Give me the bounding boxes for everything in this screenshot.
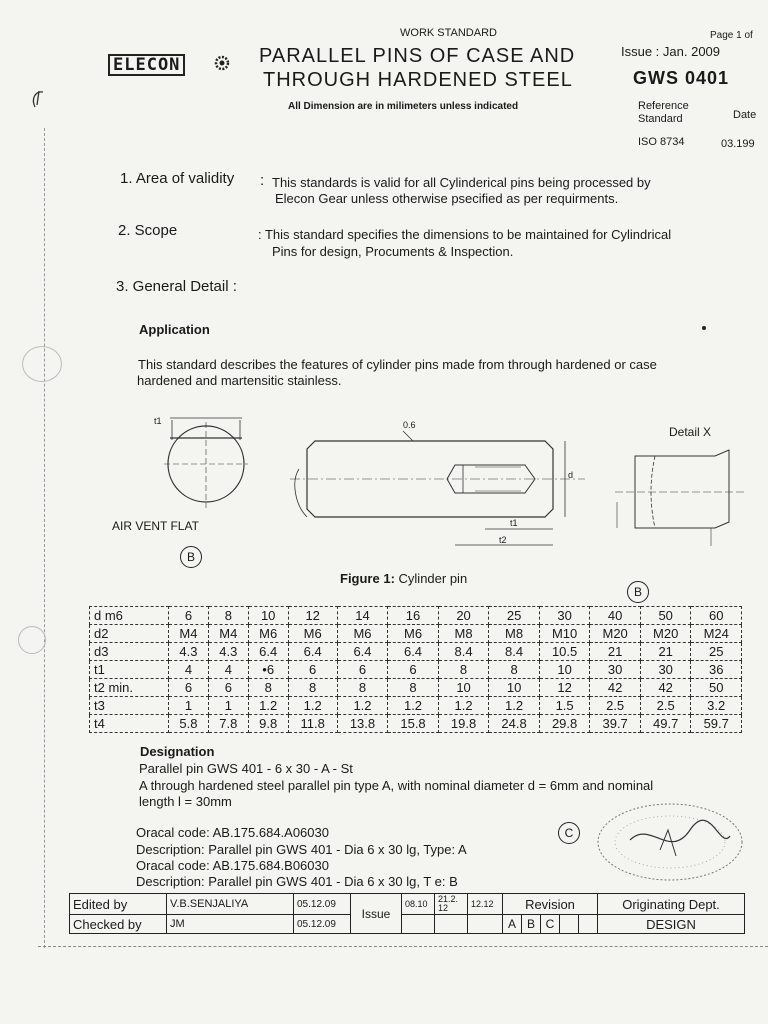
bottom-margin-line: [38, 946, 768, 948]
table-cell: 4: [169, 661, 209, 679]
table-cell: 1.5: [539, 697, 590, 715]
oracal-code-2: Oracal code: AB.175.684.B06030: [136, 858, 329, 873]
table-cell: M6: [388, 625, 439, 643]
standard-code: GWS 0401: [633, 68, 730, 88]
table-cell: 8: [248, 679, 288, 697]
section-2-line2: Pins for design, Procuments & Inspection.: [272, 244, 514, 259]
table-cell: 1.2: [438, 697, 489, 715]
dim-t1-top: t1: [154, 416, 162, 426]
dim-t2-side: t2: [499, 535, 507, 545]
table-cell: 2.5: [590, 697, 641, 715]
table-cell: M6: [288, 625, 337, 643]
table-cell: 30: [640, 661, 691, 679]
table-cell: 6.4: [337, 643, 388, 661]
edited-date: 05.12.09: [294, 894, 351, 915]
table-cell: M20: [640, 625, 691, 643]
issue-blank-2: [435, 915, 468, 934]
table-cell: 6.4: [248, 643, 288, 661]
table-cell: 50: [691, 679, 742, 697]
date-label: Date: [733, 109, 757, 121]
table-cell: 50: [640, 607, 691, 625]
issue-blank-1: [402, 915, 435, 934]
revision-cell: [579, 915, 598, 934]
punch-hole-top: [22, 346, 62, 382]
table-cell: 24.8: [489, 715, 540, 733]
figure-caption-text: Cylinder pin: [398, 571, 468, 586]
designation-heading: Designation: [140, 744, 215, 759]
row-header-cell: d3: [90, 643, 169, 661]
table-cell: M6: [248, 625, 288, 643]
table-cell: 1.2: [489, 697, 540, 715]
table-row: [90, 679, 742, 697]
table-row: [90, 607, 742, 625]
date-value: 03.199: [721, 138, 755, 150]
table-row: [90, 697, 742, 715]
table-cell: 10.5: [539, 643, 590, 661]
table-cell: 4.3: [208, 643, 248, 661]
designation-line3: length l = 30mm: [139, 794, 232, 809]
section-2-line1: : This standard specifies the dimensions to be maintained for Cylindrical: [258, 227, 672, 242]
application-heading: Application: [139, 322, 210, 337]
margin-line: [44, 128, 46, 948]
revision-label: Revision: [503, 894, 598, 915]
table-cell: 21: [590, 643, 641, 661]
row-header-cell: t3: [90, 697, 169, 715]
punch-hole-bottom: [18, 626, 46, 654]
issue-label: Issue: [351, 894, 402, 934]
pin-end-view-drawing: [150, 412, 260, 522]
pin-side-view-drawing: [285, 425, 595, 555]
table-cell: M8: [438, 625, 489, 643]
table-cell: 8: [388, 679, 439, 697]
table-cell: 21: [640, 643, 691, 661]
table-cell: M8: [489, 625, 540, 643]
table-cell: •6: [248, 661, 288, 679]
table-cell: 6: [337, 661, 388, 679]
table-cell: 8: [489, 661, 540, 679]
table-cell: 19.8: [438, 715, 489, 733]
table-cell: 6.4: [388, 643, 439, 661]
page-number: Page 1 of: [710, 30, 753, 41]
row-header-cell: t2 min.: [90, 679, 169, 697]
edited-by-label: Edited by: [70, 894, 167, 915]
issue-date-3: 12.12: [468, 894, 503, 915]
label-b-circle-1: B: [180, 546, 202, 568]
dim-d1: d: [568, 470, 574, 480]
table-cell: M4: [169, 625, 209, 643]
approval-stamp: [590, 800, 750, 890]
table-cell: 8: [438, 661, 489, 679]
section-1-line2: Elecon Gear unless otherwise psecified as per requirments.: [275, 191, 619, 206]
table-cell: 1.2: [288, 697, 337, 715]
table-cell: 36: [691, 661, 742, 679]
table-cell: 13.8: [337, 715, 388, 733]
originating-dept-value: DESIGN: [598, 915, 745, 934]
table-cell: 9.8: [248, 715, 288, 733]
issue-date-2a: 21.2.: [438, 894, 459, 904]
row-header-cell: d m6: [90, 607, 169, 625]
section-3-title: 3. General Detail :: [116, 278, 237, 295]
table-cell: 30: [539, 607, 590, 625]
revision-cell: B: [522, 915, 541, 934]
table-cell: 6: [169, 607, 209, 625]
figure-caption: [340, 571, 467, 586]
table-cell: M6: [337, 625, 388, 643]
section-1-colon: :: [260, 172, 265, 189]
table-cell: 29.8: [539, 715, 590, 733]
table-cell: 8: [208, 607, 248, 625]
table-cell: 42: [640, 679, 691, 697]
label-c-circle: C: [558, 822, 580, 844]
section-1-line1: This standards is valid for all Cylinderical pins being processed by: [272, 175, 651, 190]
table-cell: 10: [539, 661, 590, 679]
table-cell: 10: [489, 679, 540, 697]
reference-label: Reference: [638, 100, 689, 112]
originating-dept-label: Originating Dept.: [598, 894, 745, 915]
issue-date-1: 08.10: [402, 894, 435, 915]
table-cell: 3.2: [691, 697, 742, 715]
description-2: Description: Parallel pin GWS 401 - Dia 6 x 30 lg, T e: B: [136, 874, 458, 889]
table-cell: 6: [288, 661, 337, 679]
issue-date-2b: 12: [438, 903, 449, 913]
table-row: [90, 625, 742, 643]
table-cell: 20: [438, 607, 489, 625]
row-header-cell: t4: [90, 715, 169, 733]
table-cell: 15.8: [388, 715, 439, 733]
row-header-cell: d2: [90, 625, 169, 643]
table-cell: 2.5: [640, 697, 691, 715]
application-line1: This standard describes the features of cylinder pins made from through hardened or case: [138, 357, 657, 372]
table-cell: 1.2: [337, 697, 388, 715]
oracal-code-1: Oracal code: AB.175.684.A06030: [136, 825, 329, 840]
table-cell: M4: [208, 625, 248, 643]
table-cell: 11.8: [288, 715, 337, 733]
revision-cell: A: [503, 915, 522, 934]
table-row: [90, 643, 742, 661]
revision-cell: C: [541, 915, 560, 934]
gear-logo-icon: [213, 54, 231, 72]
row-header-cell: t1: [90, 661, 169, 679]
table-cell: 12: [539, 679, 590, 697]
elecon-logo: ELECON: [108, 54, 185, 76]
table-cell: 8: [337, 679, 388, 697]
stray-dot: [702, 326, 706, 330]
table-row: [90, 715, 742, 733]
section-2-title: 2. Scope: [118, 222, 178, 239]
table-cell: 42: [590, 679, 641, 697]
table-cell: M24: [691, 625, 742, 643]
description-1: Description: Parallel pin GWS 401 - Dia 6 x 30 lg, Type: A: [136, 842, 467, 857]
table-cell: M10: [539, 625, 590, 643]
dimension-note: All Dimension are in milimeters unless indicated: [288, 101, 519, 112]
table-cell: 5.8: [169, 715, 209, 733]
table-cell: 25: [691, 643, 742, 661]
section-1-title: 1. Area of validity: [120, 170, 235, 187]
pen-mark: [25, 85, 65, 115]
table-cell: 10: [438, 679, 489, 697]
table-cell: 16: [388, 607, 439, 625]
table-cell: 39.7: [590, 715, 641, 733]
issue-date: Issue : Jan. 2009: [621, 44, 721, 59]
table-cell: 8: [288, 679, 337, 697]
table-cell: 8.4: [438, 643, 489, 661]
table-row: [90, 661, 742, 679]
pin-dimension-table: [89, 606, 742, 733]
table-cell: 4.3: [169, 643, 209, 661]
doc-title-line2: THROUGH HARDENED STEEL: [263, 69, 573, 91]
detail-x-label: Detail X: [669, 425, 712, 439]
reference-value: ISO 8734: [638, 136, 685, 148]
table-cell: 49.7: [640, 715, 691, 733]
table-cell: 6: [388, 661, 439, 679]
designation-line1: Parallel pin GWS 401 - 6 x 30 - A - St: [139, 761, 353, 776]
table-cell: 1.2: [388, 697, 439, 715]
checked-date: 05.12.09: [294, 915, 351, 934]
work-standard-label: WORK STANDARD: [400, 27, 497, 39]
designation-line2: A through hardened steel parallel pin type A, with nominal diameter d = 6mm and nominal: [139, 778, 654, 793]
table-cell: 1: [208, 697, 248, 715]
table-cell: 6.4: [288, 643, 337, 661]
dim-t1-side: t1: [510, 518, 518, 528]
table-cell: 6: [169, 679, 209, 697]
issue-blank-3: [468, 915, 503, 934]
table-cell: 12: [288, 607, 337, 625]
edited-by-name: V.B.SENJALIYA: [167, 894, 294, 915]
table-cell: 6: [208, 679, 248, 697]
table-cell: M20: [590, 625, 641, 643]
approval-footer-table: [69, 893, 745, 934]
table-cell: 30: [590, 661, 641, 679]
table-cell: 59.7: [691, 715, 742, 733]
table-cell: 4: [208, 661, 248, 679]
standard-label: Standard: [638, 113, 683, 125]
issue-date-2: [435, 894, 468, 915]
table-cell: 1: [169, 697, 209, 715]
figure-caption-number: Figure 1:: [340, 571, 395, 586]
air-vent-label: AIR VENT FLAT: [112, 519, 199, 533]
label-b-circle-2: B: [627, 581, 649, 603]
dim-06: 0.6: [403, 420, 416, 430]
table-cell: 25: [489, 607, 540, 625]
table-cell: 60: [691, 607, 742, 625]
revision-cell: [560, 915, 579, 934]
doc-title-line1: PARALLEL PINS OF CASE AND: [259, 45, 576, 67]
table-cell: 1.2: [248, 697, 288, 715]
detail-x-drawing: [605, 442, 755, 552]
table-cell: 40: [590, 607, 641, 625]
checked-by-name: JM: [167, 915, 294, 934]
table-cell: 8.4: [489, 643, 540, 661]
table-cell: 14: [337, 607, 388, 625]
application-line2: hardened and martensitic stainless.: [137, 373, 342, 388]
table-cell: 7.8: [208, 715, 248, 733]
checked-by-label: Checked by: [70, 915, 167, 934]
table-cell: 10: [248, 607, 288, 625]
